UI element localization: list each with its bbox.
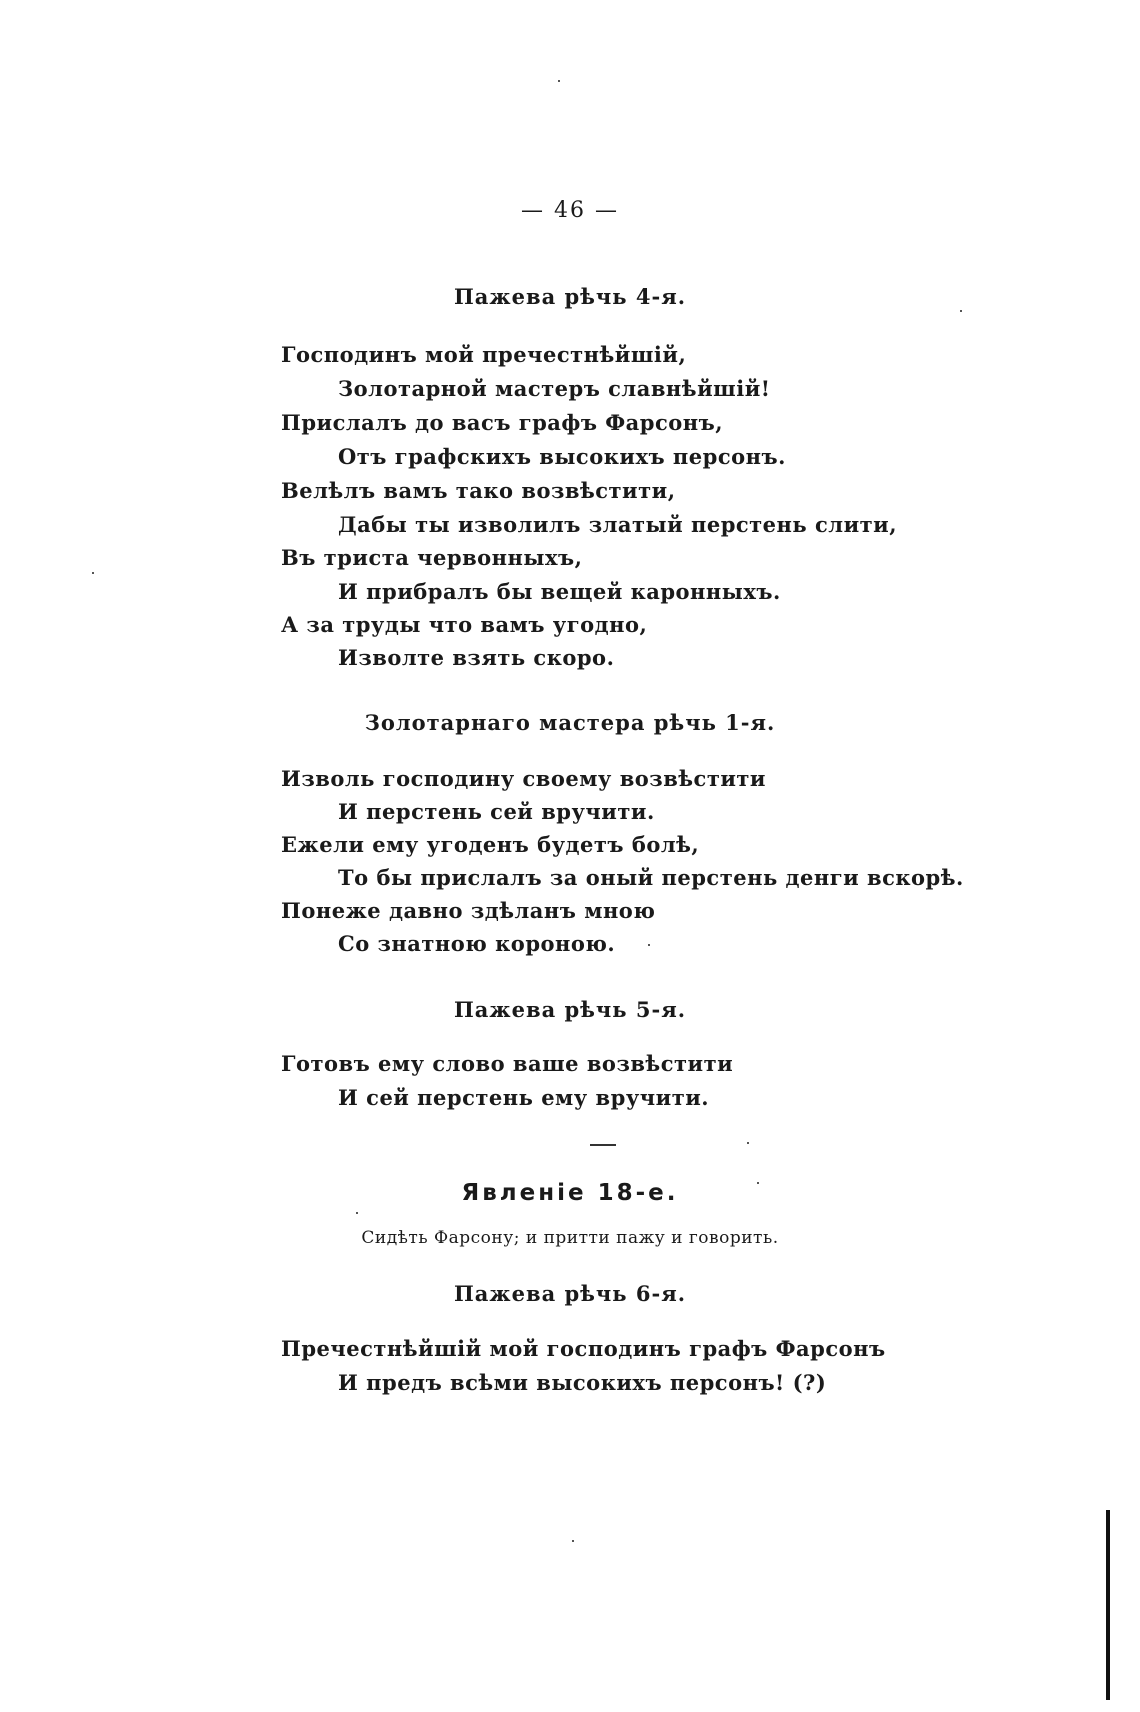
scan-speck: [960, 310, 962, 312]
verse-line: И перстень сей вручити.: [338, 799, 655, 824]
section-heading: Пажева рѣчь 5-я.: [453, 997, 687, 1022]
verse-line: Ежели ему угоденъ будетъ болѣ,: [281, 832, 700, 857]
verse-line: Изволь господину своему возвѣстити: [281, 766, 767, 791]
verse-line: Господинъ мой пречестнѣйшій,: [281, 342, 687, 367]
scan-speck: [747, 1142, 749, 1144]
verse-line: Прислалъ до васъ графъ Фарсонъ,: [281, 410, 724, 435]
scene-title: Явленіе 18-е.: [461, 1180, 679, 1206]
verse-line: Со знатною короною.: [338, 931, 616, 956]
verse-line: И прибралъ бы вещей каронныхъ.: [338, 579, 781, 604]
verse-line: То бы прислалъ за оный перстень денги вскорѣ.: [338, 865, 964, 890]
page-number: — 46 —: [521, 198, 619, 223]
section-heading: Пажева рѣчь 4-я.: [453, 284, 687, 309]
verse-line: Пречестнѣйшій мой господинъ графъ Фарсонъ: [281, 1336, 886, 1361]
section-divider: [590, 1144, 616, 1146]
verse-line: А за труды что вамъ угодно,: [281, 612, 648, 637]
verse-line: И предъ всѣми высокихъ персонъ! (?): [338, 1370, 827, 1395]
scan-edge: [1106, 1510, 1110, 1700]
verse-line: И сей перстень ему вручити.: [338, 1085, 710, 1110]
scan-speck: [648, 944, 650, 946]
verse-line: Отъ графскихъ высокихъ персонъ.: [338, 444, 786, 469]
scan-speck: [558, 80, 560, 82]
verse-line: Изволте взять скоро.: [338, 645, 615, 670]
verse-line: Велѣлъ вамъ тако возвѣстити,: [281, 478, 676, 503]
verse-line: Понеже давно здѣланъ мною: [281, 898, 656, 923]
section-heading: Пажева рѣчь 6-я.: [453, 1281, 687, 1306]
verse-line: Въ триста червонныхъ,: [281, 545, 583, 570]
scan-speck: [356, 1212, 358, 1214]
scan-speck: [92, 572, 94, 574]
section-heading: Золотарнаго мастера рѣчь 1-я.: [364, 710, 776, 735]
verse-line: Дабы ты изволилъ златый перстень слити,: [338, 512, 898, 537]
scan-speck: [757, 1182, 759, 1184]
verse-line: Золотарной мастеръ славнѣйшій!: [338, 376, 771, 401]
stage-direction: Сидѣть Фарсону; и притти пажу и говорить.: [361, 1228, 779, 1248]
scan-speck: [572, 1540, 574, 1542]
verse-line: Готовъ ему слово ваше возвѣстити: [281, 1051, 734, 1076]
